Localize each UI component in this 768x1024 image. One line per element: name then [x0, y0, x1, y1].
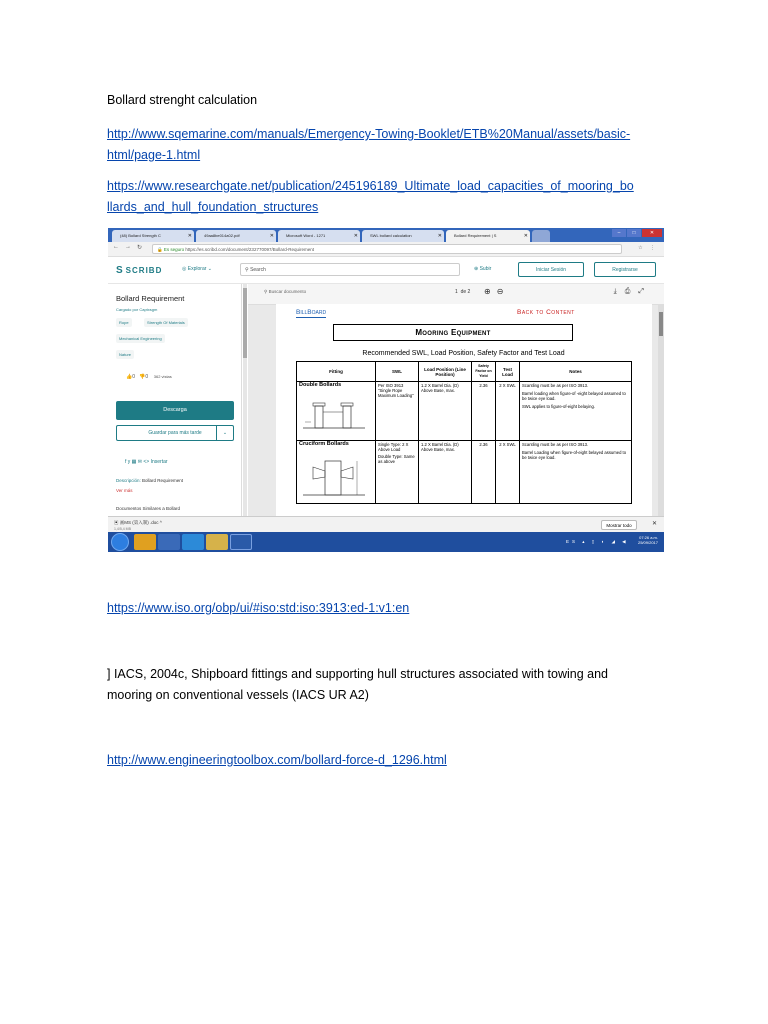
table-row — [297, 382, 632, 441]
browser-tab-1[interactable] — [112, 230, 194, 242]
browser-tab-3[interactable] — [278, 230, 360, 242]
doc-link-sqemarine[interactable] — [107, 124, 630, 166]
reload-icon[interactable]: ↻ — [137, 245, 143, 251]
browser-tab-2[interactable] — [196, 230, 276, 242]
cell-test-load: 2 X SWL — [496, 382, 520, 441]
tag-nature[interactable]: Nature — [116, 350, 134, 359]
share-row[interactable]: f y ▦ ✉ <> Insertar — [125, 459, 168, 465]
clock-date: 25/09/2017 — [637, 540, 658, 545]
col-notes: Notes — [520, 362, 632, 382]
scribd-logo[interactable] — [116, 265, 162, 276]
table-row — [297, 441, 632, 504]
rating-row — [126, 374, 172, 380]
register-button[interactable]: Registrarse — [594, 262, 656, 277]
explorer-label: Explorar — [187, 266, 207, 272]
doc-link-engineeringtoolbox[interactable] — [107, 750, 447, 771]
viewer-scrollbar[interactable] — [658, 304, 664, 516]
chevron-down-icon[interactable]: ⌄ — [216, 426, 233, 440]
clock[interactable] — [638, 535, 658, 545]
browser-tab-4[interactable] — [362, 230, 444, 242]
close-icon[interactable]: ✕ — [437, 233, 442, 239]
cruciform-bollard-drawing — [301, 457, 367, 499]
system-tray-icons[interactable]: ES ▴ ▯ ◐ ◢ ◀ — [566, 539, 629, 544]
doc-link-sqemarine-line2[interactable]: html/page-1.html — [107, 148, 201, 162]
address-bar-row — [108, 242, 664, 257]
print-icon[interactable]: ⎙ — [624, 288, 639, 295]
zoom-out-icon[interactable]: ⊖ — [496, 287, 510, 296]
table-title: Recommended SWL, Load Position, Safety Factor and Test Load — [362, 350, 565, 357]
compass-icon: ◎ — [182, 266, 187, 272]
show-all-button[interactable]: Mostrar todo — [601, 520, 637, 530]
save-for-later-button[interactable] — [116, 425, 234, 441]
back-to-content-link[interactable]: Back to Content — [517, 309, 575, 316]
thumbs-down-icon[interactable]: 👎 — [139, 374, 146, 380]
viewer-search-input[interactable] — [264, 289, 306, 295]
scribd-logo-icon: S — [116, 265, 124, 276]
back-arrow-icon[interactable]: ← — [113, 244, 119, 250]
swl-single: Single Type: 2 X Above Load — [378, 442, 409, 452]
scribd-search-input[interactable] — [240, 263, 460, 276]
swl-double: Double Type: Same as above — [378, 454, 415, 464]
download-bar — [108, 516, 664, 533]
browser-tab-5-label: Bollard Requirement | S — [454, 233, 497, 238]
cell-safety-factor: 2.36 — [472, 441, 496, 504]
embedded-browser-screenshot — [108, 228, 664, 552]
viewer-search-placeholder: Buscar documento — [268, 289, 307, 294]
uploaded-by[interactable]: Cargado por Captxsgm — [116, 307, 158, 312]
scribd-header — [108, 257, 664, 284]
download-file-size: 1,4/5,4 MB — [114, 527, 131, 531]
note-line: Scantling must be as per ISO 3913. — [522, 383, 589, 388]
fitting-name: Double Bollards — [299, 382, 342, 388]
tag-strength-of-materials[interactable]: Strength Of Materials — [144, 318, 188, 327]
note-line: SWL applies to figure-of-eight belaying. — [522, 404, 595, 409]
see-more-link[interactable]: Ver más — [116, 488, 133, 493]
url-text: https://es.scribd.com/document/232770097/Bollard-Requirement — [185, 247, 314, 252]
cell-swl — [376, 441, 419, 504]
similar-documents-heading: Documentos Similares a Bollard — [116, 506, 181, 511]
search-icon: ⚲ — [264, 289, 268, 294]
search-icon: ⚲ — [245, 267, 249, 273]
cell-load-position: 1.2 X Barrel Dia. (D) Above Base, max. — [419, 382, 472, 441]
note-line: Barrel Loading when figure-of-eight belayed assumed to be twice eye load. — [522, 450, 627, 460]
document-page-image — [276, 304, 652, 516]
cell-notes — [520, 441, 632, 504]
new-tab-button[interactable] — [532, 230, 550, 242]
page-total: de 2 — [460, 289, 471, 295]
zoom-in-icon[interactable]: ⊕ — [484, 287, 497, 296]
save-for-later-label: Guardar para más tarde — [148, 430, 202, 436]
word-file-icon: ▣ — [114, 520, 119, 525]
upload-icon: ⊕ — [474, 266, 479, 272]
description-label: Descripción: — [116, 478, 141, 483]
close-icon[interactable]: ✕ — [187, 233, 192, 239]
browser-tab-5-active[interactable] — [446, 230, 530, 242]
tag-mechanical-engineering[interactable]: Mechanical Engineering — [116, 334, 165, 343]
cell-load-position: 1.2 X Barrel Dia. (D) Above Base, max. — [419, 441, 472, 504]
download-file-name: 画MS (第入制) .doc — [119, 520, 159, 525]
col-fitting: Fitting — [297, 362, 376, 382]
col-safety-factor: Safety Factor on Yield — [472, 362, 496, 382]
viewer-toolbar — [248, 284, 664, 305]
download-bar-close-icon[interactable]: ✕ — [652, 521, 658, 527]
browser-tab-4-label: SWL bollard calculation — [370, 233, 412, 238]
viewer-actions — [614, 288, 652, 296]
sidebar-scroll-thumb[interactable] — [243, 288, 247, 358]
fitting-name: Cruciform Bollards — [299, 441, 349, 447]
media-player-icon[interactable] — [158, 534, 180, 550]
document-viewer — [248, 284, 664, 516]
lock-icon: 🔒 — [157, 247, 163, 252]
cell-fitting — [297, 441, 376, 504]
fullscreen-icon[interactable]: ⤢ — [638, 288, 652, 295]
double-bollard-drawing — [301, 398, 367, 434]
cell-test-load: 2 X SWL — [496, 441, 520, 504]
viewer-scroll-thumb[interactable] — [659, 312, 663, 336]
doc-reference-iacs — [107, 664, 608, 706]
doc-link-engineeringtoolbox-text[interactable]: http://www.engineeringtoolbox.com/bollard-force-d_1296.html — [107, 753, 447, 767]
doc-heading: Bollard strenght calculation — [107, 93, 258, 107]
note-line: Barrel loading when figure-of -eight belayed assumed to be twice eye load. — [522, 391, 626, 401]
col-test-load: Test Load — [496, 362, 520, 382]
cell-safety-factor: 2.36 — [472, 382, 496, 441]
browser-tab-bar — [108, 228, 664, 242]
likes-count: 0 — [132, 374, 136, 380]
dislikes-count: 0 — [145, 374, 149, 380]
windows-taskbar — [108, 532, 664, 552]
doc-reference-line1: ] IACS, 2004c, Shipboard fittings and supporting hull structures associated with towing and — [107, 667, 608, 681]
browser-tab-1-label: (48) Bollard Strength C — [120, 233, 161, 238]
minimize-button[interactable]: – — [612, 229, 626, 237]
views-count: 362 vistas — [153, 374, 172, 379]
page-indicator[interactable] — [455, 289, 470, 295]
download-button[interactable]: Descarga — [116, 401, 234, 420]
explorer-menu[interactable] — [182, 266, 212, 272]
download-icon[interactable]: ⤓ — [613, 288, 625, 295]
browser-tab-3-label: Microsoft Word - 1271 — [286, 233, 326, 238]
page-current[interactable]: 1 — [455, 289, 458, 295]
clock-time: 07:26 a.m. — [639, 535, 658, 540]
col-swl: SWL — [376, 362, 419, 382]
close-icon[interactable]: ✕ — [269, 233, 274, 239]
document-title: Bollard Requirement — [116, 294, 185, 303]
chevron-up-icon[interactable]: ^ — [159, 520, 162, 525]
table-header-row — [297, 362, 632, 382]
mooring-table — [296, 361, 632, 504]
upload-label: Subir — [479, 266, 492, 272]
browser-menu-icons[interactable]: ☆ ⋮ — [638, 245, 658, 251]
chrome-icon[interactable] — [134, 534, 156, 550]
login-button[interactable]: Iniciar Sesión — [518, 262, 584, 277]
cell-notes — [520, 382, 632, 441]
download-item[interactable] — [114, 520, 162, 531]
url-field[interactable] — [152, 244, 622, 254]
tag-rope[interactable]: Rope — [116, 318, 132, 327]
window-controls — [612, 229, 662, 238]
doc-reference-line2: mooring on conventional vessels (IACS UR A2) — [107, 688, 369, 702]
browser-tab-2-label: 49aa8be014a02.pdf — [204, 233, 240, 238]
cell-fitting — [297, 382, 376, 441]
description-text: Bollard Requirement — [142, 478, 184, 483]
chevron-down-icon: ⌄ — [207, 266, 212, 272]
doc-link-iso[interactable] — [107, 598, 409, 619]
section-title: Mooring Equipment — [333, 324, 573, 341]
close-icon[interactable]: ✕ — [353, 233, 358, 239]
cell-swl: Per ISO 3913 "Single Rope Maximum Loading" — [376, 382, 419, 441]
doc-link-iso-text[interactable]: https://www.iso.org/obp/ui/#iso:std:iso:3913:ed-1:v1:en — [107, 601, 410, 615]
note-line: Scantling must be as per ISO 3913. — [522, 442, 589, 447]
word-icon[interactable] — [230, 534, 252, 550]
close-icon[interactable]: ✕ — [523, 233, 528, 239]
doc-link-researchgate-line2[interactable]: llards_and_hull_foundation_structures — [107, 200, 319, 214]
secure-label: Es seguro — [163, 247, 185, 252]
scribd-logo-text: SCRIBD — [125, 266, 163, 275]
upload-button[interactable] — [474, 266, 491, 272]
billboard-link[interactable]: BillBoard — [296, 309, 327, 316]
zoom-controls — [484, 287, 509, 296]
sidebar-scrollbar[interactable] — [243, 284, 247, 516]
doc-link-researchgate[interactable] — [107, 176, 634, 218]
document-sidebar — [108, 284, 242, 516]
maximize-button[interactable]: □ — [627, 229, 641, 237]
col-load-position: Load Position (Line Position) — [419, 362, 472, 382]
file-explorer-icon[interactable] — [206, 534, 228, 550]
internet-explorer-icon[interactable] — [182, 534, 204, 550]
doc-link-researchgate-line1[interactable]: https://www.researchgate.net/publication/245196189_Ultimate_load_capacities_of_mooring_bo — [107, 179, 634, 193]
thumbs-up-icon[interactable]: 👍 — [126, 374, 133, 380]
start-button-icon[interactable] — [111, 533, 129, 551]
doc-link-sqemarine-line1[interactable]: http://www.sqemarine.com/manuals/Emergency-Towing-Booklet/ETB%20Manual/assets/basic- — [107, 127, 631, 141]
forward-arrow-icon[interactable]: → — [125, 244, 131, 250]
window-close-button[interactable]: ✕ — [642, 229, 662, 237]
search-placeholder: Search — [250, 267, 266, 273]
description — [116, 478, 183, 483]
